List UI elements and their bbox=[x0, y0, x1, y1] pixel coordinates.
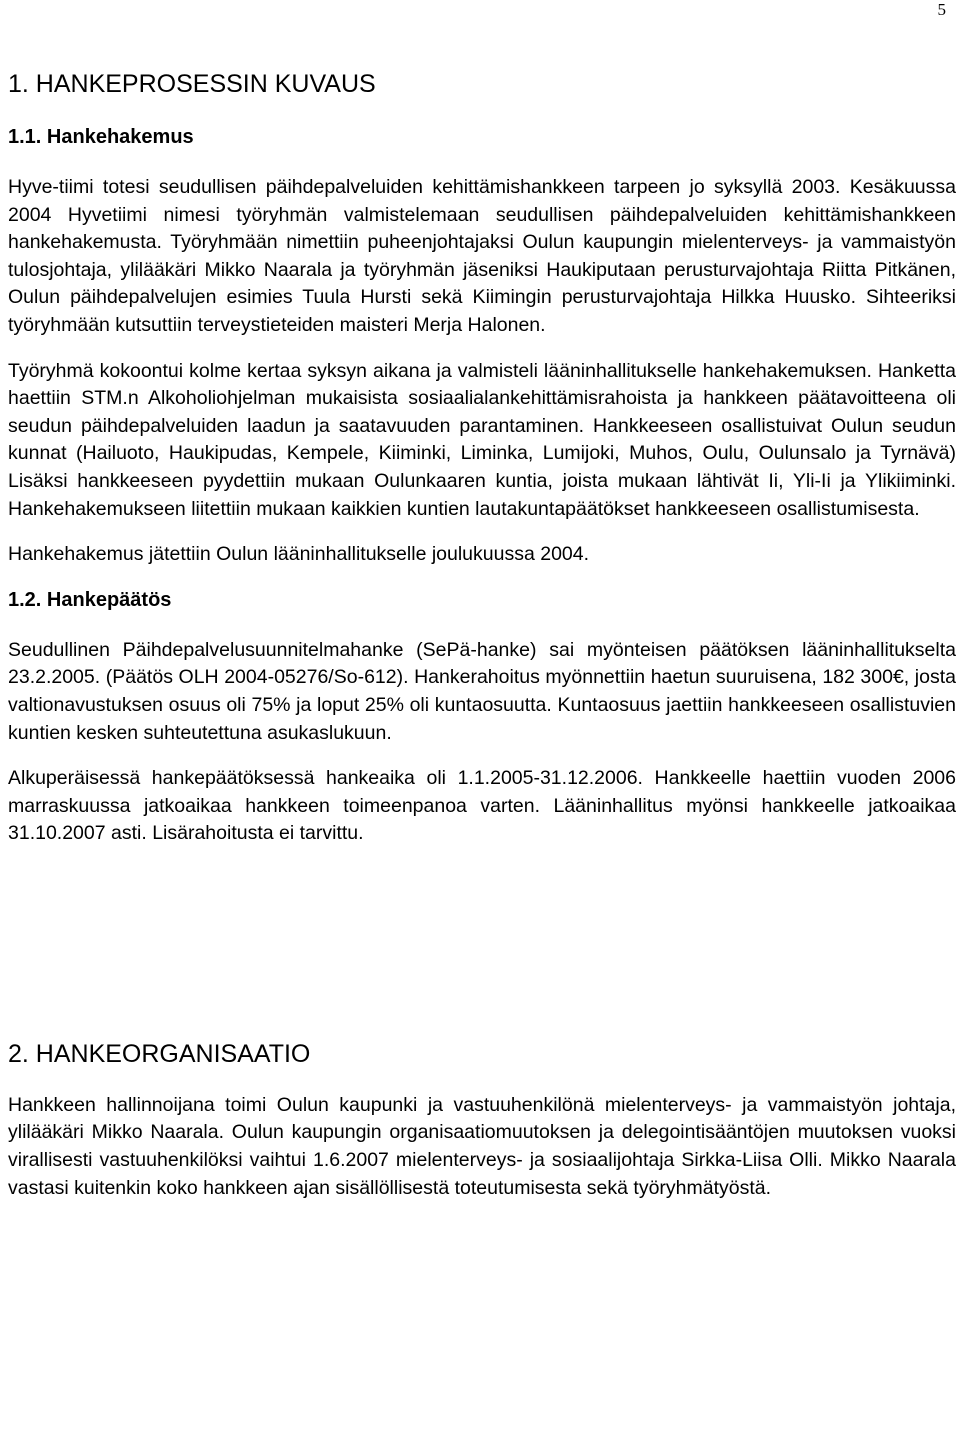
section-heading: 1. HANKEPROSESSIN KUVAUS bbox=[8, 70, 376, 98]
section-hankeprosessin-kuvaus bbox=[8, 66, 956, 848]
section-hankeorganisaatio bbox=[8, 1036, 956, 1202]
paragraph: Työryhmä kokoontui kolme kertaa syksyn aikana ja valmisteli lääninhallitukselle hankehakemuksen. Hanketta haettiin STM.n Alkoholiohjelman mukaisista sosiaalialankehittämisrahoista ja hankkeen päätavoitteena oli seudun päihdepalveluiden laadun ja saatavuuden parantaminen. Hankkeeseen osallistuivat Oulun seudun kunnat (Hailuoto, Haukipudas, Kempele, Kiiminki, Liminka, Lumijoki, Muhos, Oulu, Oulunsalo ja Tyrnävä) Lisäksi hankkeeseen pyydettiin mukaan Oulunkaaren kuntia, joista mukaan lähtivät Ii, Yli-Ii ja Ylikiiminki. Hankehakemukseen liitettiin mukaan kaikkien kuntien lautakuntapäätökset hankkeeseen osallistumisesta. bbox=[8, 359, 956, 520]
paragraph: Hankehakemus jätettiin Oulun lääninhallitukselle joulukuussa 2004. bbox=[8, 543, 590, 566]
paragraph: Hyve-tiimi totesi seudullisen päihdepalveluiden kehittämishankkeen tarpeen jo syksyllä 2003. Kesäkuussa 2004 Hyvetiimi nimesi työryhmän valmistelemaan seudullisen päihdepalveluiden kehittämishankkeen hankehakemusta. Työryhmään nimettiin puheenjohtajaksi Oulun kaupungin mielenterveys- ja vammaistyön tulosjohtaja, ylilääkäri Mikko Naarala ja työryhmän jäseniksi Haukiputaan perusturvajohtaja Riitta Pitkänen, Oulun päihdepalvelujen esimies Tuula Hursti sekä Kiimingin perusturvajohtaja Hilkka Huusko. Sihteeriksi työryhmään kutsuttiin terveystieteiden maisteri Merja Halonen. bbox=[8, 176, 956, 336]
page-number: 5 bbox=[937, 0, 946, 19]
document-body bbox=[8, 66, 956, 1220]
subsection-heading-hankepaatos: 1.2. Hankepäätös bbox=[8, 588, 172, 611]
subsection-heading-hankehakemus: 1.1. Hankehakemus bbox=[8, 126, 194, 148]
section-heading: 2. HANKEORGANISAATIO bbox=[8, 1039, 311, 1068]
paragraph: Hankkeen hallinnoijana toimi Oulun kaupunki ja vastuuhenkilönä mielenterveys- ja vammaistyön johtaja, ylilääkäri Mikko Naarala. Oulun kaupungin organisaatiomuutoksen ja delegointisääntöjen muutoksen vuoksi virallisesti vastuuhenkilöksi vaihtui 1.6.2007 mielenterveys- ja sosiaalijohtaja Sirkka-Liisa Olli. Mikko Naarala vastasi kuitenkin koko hankkeen ajan sisällöllisestä toteutumisesta sekä työryhmätyöstä. bbox=[8, 1093, 956, 1199]
paragraph: Seudullinen Päihdepalvelusuunnitelmahanke (SePä-hanke) sai myönteisen päätöksen lääninhallitukselta 23.2.2005. (Päätös OLH 2004-05276/So-612). Hankerahoitus myönnettiin haetun suuruisena, 182 300€, josta valtionavustuksen osuus oli 75% ja loput 25% oli kuntaosuutta. Kuntaosuus jaettiin hankkeeseen osallistuvien kuntien kesken suhteutettuna asukaslukuun. bbox=[8, 638, 956, 744]
paragraph: Alkuperäisessä hankepäätöksessä hankeaika oli 1.1.2005-31.12.2006. Hankkeelle haettiin vuoden 2006 marraskuussa jatkoaikaa hankkeen toimeenpanoa varten. Lääninhallitus myönsi hankkeelle jatkoaikaa 31.10.2007 asti. Lisärahoitusta ei tarvittu. bbox=[8, 767, 956, 845]
